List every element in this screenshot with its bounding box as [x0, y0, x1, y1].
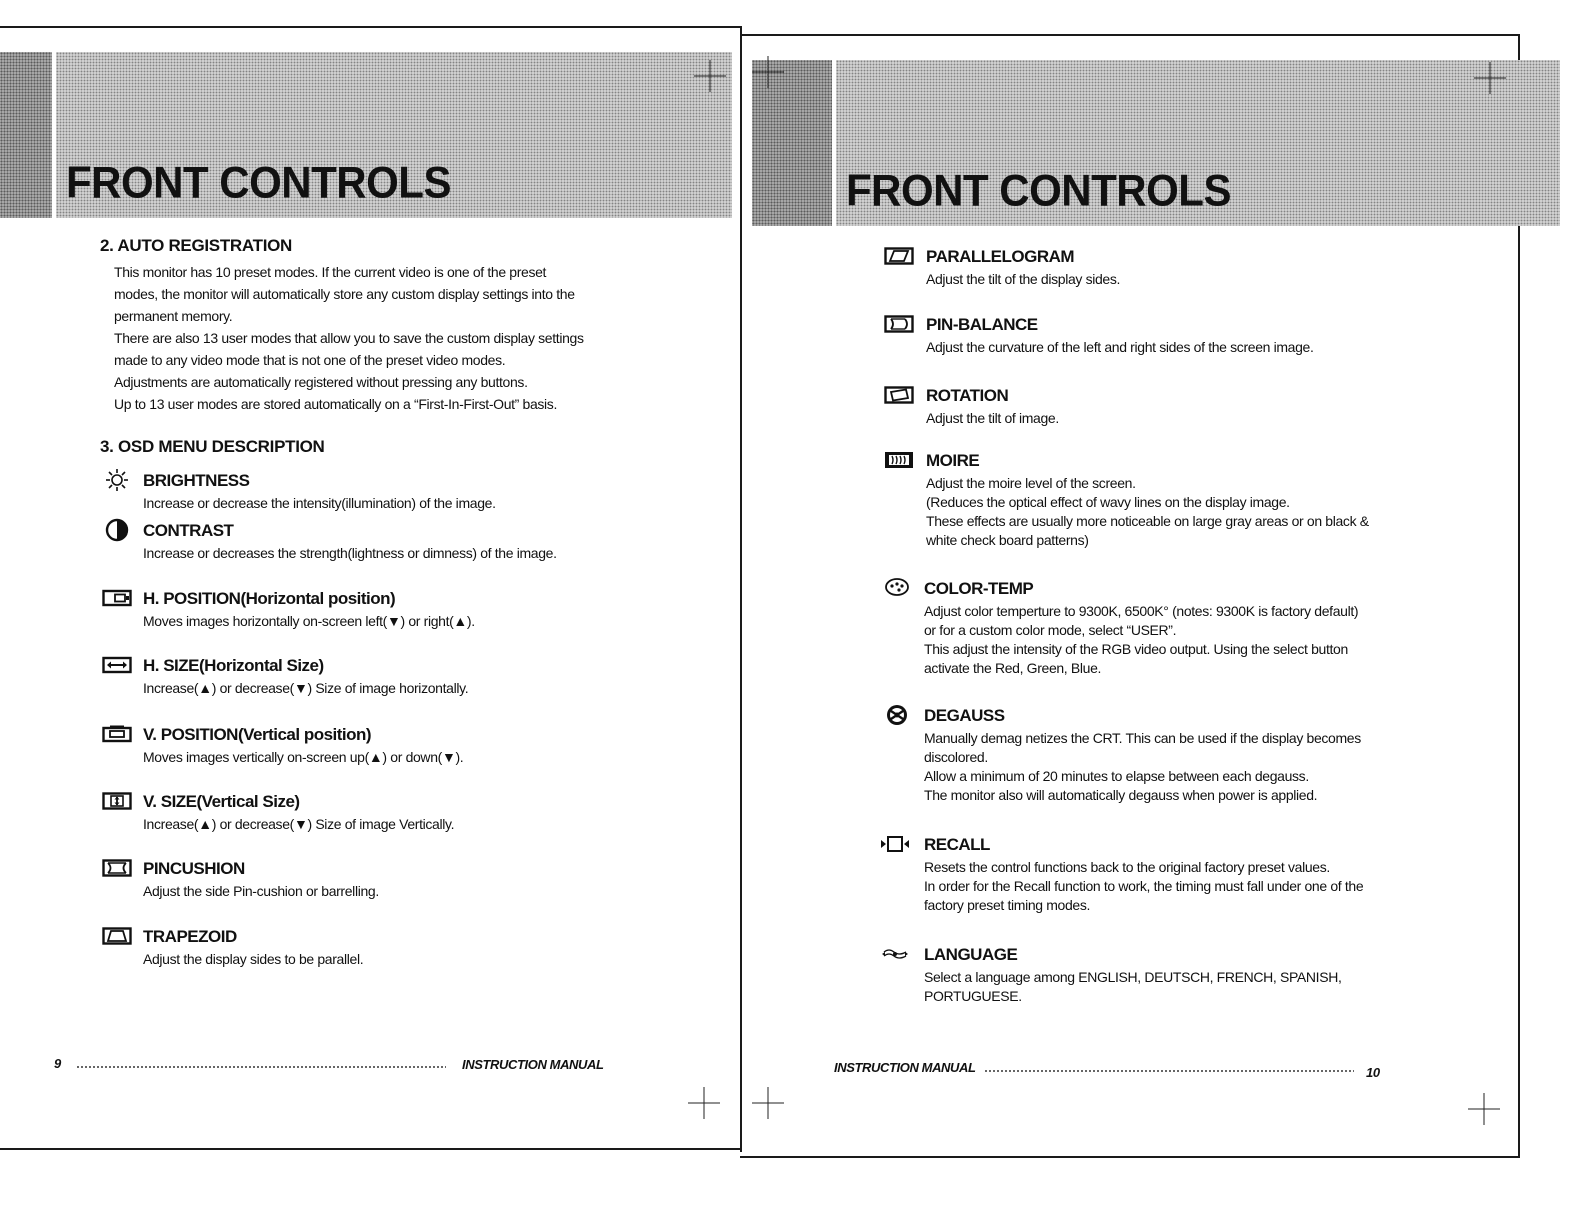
osd-item-desc: discolored.: [924, 749, 988, 765]
right-page-number: 10: [1366, 1065, 1380, 1080]
osd-item-name: RECALL: [924, 835, 990, 854]
osd-item-h-size: [102, 655, 662, 698]
osd-item-desc: In order for the Recall function to work, the timing must fall under one of the: [924, 878, 1364, 894]
rotation-icon: [884, 385, 914, 405]
osd-item-name: PINCUSHION: [143, 859, 245, 878]
osd-item-v-size: [102, 791, 662, 834]
osd-item-desc: (Reduces the optical effect of wavy lines on the display image.: [926, 494, 1290, 510]
pincushion-icon: [102, 858, 132, 878]
osd-item-name: MOIRE: [926, 451, 980, 470]
language-icon: [880, 944, 910, 964]
trapezoid-icon: [102, 926, 132, 946]
osd-item-desc: factory preset timing modes.: [924, 897, 1091, 913]
v-size-icon: [102, 791, 132, 811]
crop-mark-icon: [694, 60, 726, 92]
osd-item-desc: activate the Red, Green, Blue.: [924, 660, 1102, 676]
crop-mark-icon: [1468, 1093, 1500, 1125]
osd-item-desc: The monitor also will automatically degauss when power is applied.: [924, 787, 1318, 803]
auto-registration-line: There are also 13 user modes that allow you to save the custom display settings: [114, 330, 584, 346]
contrast-icon: [102, 520, 132, 540]
osd-item-name: ROTATION: [926, 386, 1009, 405]
crop-mark-icon: [1474, 62, 1506, 94]
auto-registration-text: [114, 261, 654, 415]
osd-item-name: H. POSITION(Horizontal position): [143, 589, 396, 608]
osd-item-parallelogram: [884, 246, 1444, 289]
osd-item-h-position: [102, 588, 662, 631]
osd-menu-heading: 3. OSD MENU DESCRIPTION: [100, 437, 325, 456]
osd-item-moire: [884, 450, 1524, 550]
auto-registration-line: made to any video mode that is not one of the preset video modes.: [114, 352, 506, 368]
auto-registration-line: modes, the monitor will automatically store any custom display settings into the: [114, 286, 575, 302]
osd-item-desc: Adjust the tilt of image.: [926, 410, 1059, 426]
osd-item-desc: Select a language among ENGLISH, DEUTSCH, FRENCH, SPANISH,: [924, 969, 1342, 985]
osd-item-desc: Adjust the curvature of the left and right sides of the screen image.: [926, 339, 1314, 355]
osd-item-desc: Moves images vertically on-screen up(▲) or down(▼).: [143, 749, 464, 765]
osd-item-desc: Adjust the side Pin-cushion or barrelling.: [143, 883, 379, 899]
osd-item-name: PARALLELOGRAM: [926, 247, 1075, 266]
crop-mark-icon: [752, 56, 784, 88]
osd-item-desc: or for a custom color mode, select “USER”.: [924, 622, 1177, 638]
auto-registration-line: Adjustments are automatically registered without pressing any buttons.: [114, 374, 528, 390]
osd-item-desc: Moves images horizontally on-screen left(▼) or right(▲).: [143, 613, 475, 629]
osd-item-desc: Manually demag netizes the CRT. This can be used if the display becomes: [924, 730, 1361, 746]
osd-item-rotation: [884, 385, 1444, 428]
osd-item-desc: Allow a minimum of 20 minutes to elapse between each degauss.: [924, 768, 1309, 784]
osd-item-recall: [880, 834, 1520, 915]
osd-item-desc: white check board patterns): [926, 532, 1089, 548]
auto-registration-line: This monitor has 10 preset modes. If the current video is one of the preset: [114, 264, 547, 280]
left-banner-tab: [0, 52, 52, 218]
left-footer-label: INSTRUCTION MANUAL: [462, 1057, 604, 1072]
left-page: [0, 0, 750, 1212]
pin-balance-icon: [884, 314, 914, 334]
right-footer-label: INSTRUCTION MANUAL: [834, 1060, 976, 1075]
osd-item-desc: This adjust the intensity of the RGB video output. Using the select button: [924, 641, 1348, 657]
osd-item-language: [880, 944, 1520, 1006]
osd-item-name: PIN-BALANCE: [926, 315, 1038, 334]
osd-item-desc: Resets the control functions back to the original factory preset values.: [924, 859, 1330, 875]
auto-registration-line: permanent memory.: [114, 308, 233, 324]
brightness-icon: [102, 470, 132, 490]
left-footer-leader: [76, 1066, 446, 1068]
osd-item-desc: Adjust the moire level of the screen.: [926, 475, 1136, 491]
crop-mark-icon: [752, 1087, 784, 1119]
h-position-icon: [102, 588, 132, 608]
osd-item-desc: Increase or decreases the strength(lightness or dimness) of the image.: [143, 545, 557, 561]
osd-item-name: H. SIZE(Horizontal Size): [143, 656, 324, 675]
recall-icon: [880, 834, 910, 854]
auto-registration-heading: 2. AUTO REGISTRATION: [100, 236, 293, 255]
osd-item-desc: Increase(▲) or decrease(▼) Size of image horizontally.: [143, 680, 469, 696]
parallelogram-icon: [884, 246, 914, 266]
osd-item-desc: Adjust the tilt of the display sides.: [926, 271, 1121, 287]
crop-mark-icon: [688, 1087, 720, 1119]
osd-item-color-temp: [882, 578, 1522, 678]
osd-item-brightness: [102, 470, 622, 513]
osd-item-name: COLOR-TEMP: [924, 579, 1034, 598]
osd-item-name: V. SIZE(Vertical Size): [143, 792, 300, 811]
moire-icon: [884, 450, 914, 470]
left-page-title: FRONT CONTROLS: [66, 157, 451, 207]
osd-item-trapezoid: [102, 926, 662, 969]
osd-item-desc: These effects are usually more noticeable on large gray areas or on black &: [926, 513, 1369, 529]
right-footer-leader: [984, 1070, 1354, 1072]
osd-item-desc: Increase(▲) or decrease(▼) Size of image Vertically.: [143, 816, 455, 832]
osd-item-degauss: [882, 705, 1522, 805]
osd-item-name: TRAPEZOID: [143, 927, 237, 946]
degauss-icon: [882, 705, 912, 725]
osd-item-v-position: [102, 724, 662, 767]
osd-item-desc: Adjust color temperture to 9300K, 6500K° (notes: 9300K is factory default): [924, 603, 1359, 619]
osd-item-desc: Adjust the display sides to be parallel.: [143, 951, 364, 967]
osd-item-desc: PORTUGUESE.: [924, 988, 1022, 1004]
auto-registration-line: Up to 13 user modes are stored automatically on a “First-In-First-Out” basis.: [114, 396, 557, 412]
osd-item-name: CONTRAST: [143, 521, 234, 540]
right-page-title: FRONT CONTROLS: [846, 165, 1231, 215]
osd-item-name: BRIGHTNESS: [143, 471, 250, 490]
color-temp-icon: [882, 578, 912, 598]
osd-item-contrast: [102, 520, 622, 563]
left-page-number: 9: [54, 1056, 61, 1071]
right-page: [752, 0, 1584, 1212]
osd-item-name: LANGUAGE: [924, 945, 1018, 964]
v-position-icon: [102, 724, 132, 744]
osd-item-pin-balance: [884, 314, 1484, 357]
osd-item-name: DEGAUSS: [924, 706, 1005, 725]
osd-item-name: V. POSITION(Vertical position): [143, 725, 372, 744]
h-size-icon: [102, 655, 132, 675]
osd-item-desc: Increase or decrease the intensity(illumination) of the image.: [143, 495, 496, 511]
osd-item-pincushion: [102, 858, 662, 901]
